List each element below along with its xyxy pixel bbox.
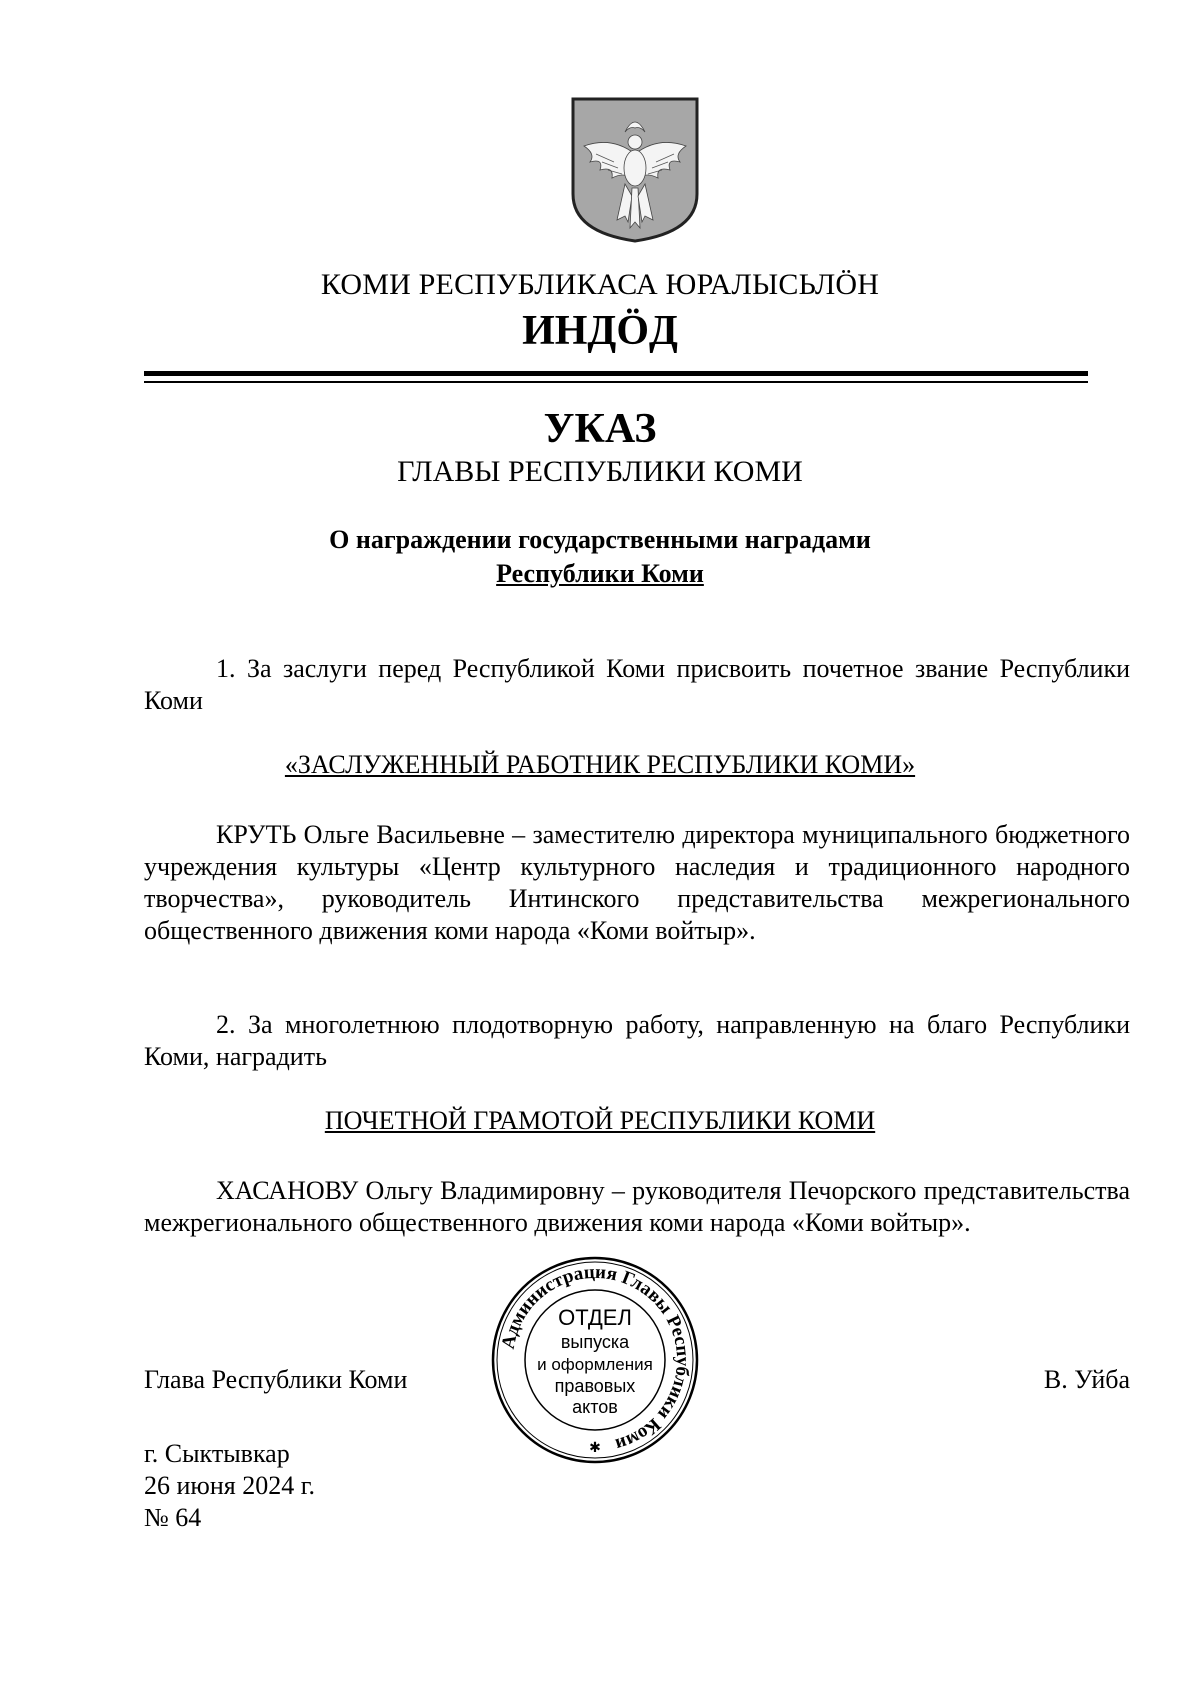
doc-type-russian: УКАЗ (543, 406, 657, 452)
issue-details (144, 1438, 315, 1534)
paragraph-4: ХАСАНОВУ Ольгу Владимировну – руководителя Печорского представительства межрегионального общественного движения коми народа «Коми войтыр». (144, 1176, 1130, 1237)
signatory-position: Глава Республики Коми (144, 1365, 408, 1394)
coat-of-arms-emblem (570, 96, 700, 244)
honorary-title-2: ПОЧЕТНОЙ ГРАМОТОЙ РЕСПУБЛИКИ КОМИ (324, 1106, 876, 1135)
stamp-line-5: актов (572, 1397, 618, 1417)
issue-city: г. Сыктывкар (144, 1439, 290, 1468)
signatory-name: В. Уйба (1043, 1365, 1130, 1394)
header-divider-thick (144, 371, 1088, 376)
honorary-title-1: «ЗАСЛУЖЕННЫЙ РАБОТНИК РЕСПУБЛИКИ КОМИ» (284, 750, 916, 779)
stamp-line-4: правовых (554, 1376, 636, 1396)
stamp-line-3: и оформления (537, 1355, 653, 1374)
paragraph-1: 1. За заслуги перед Республикой Коми присвоить почетное звание Республики Коми (144, 654, 1130, 715)
stamp-line-2: выпуска (560, 1332, 630, 1352)
paragraph-3: 2. За многолетнюю плодотворную работу, направленную на благо Республики Коми, наградить (144, 1010, 1130, 1071)
paragraph-2: КРУТЬ Ольге Васильевне – заместителю директора муниципального бюджетного учреждения культуры «Центр культурного наследия и традиционного народного творчества», руководитель Интинского представительства межрегионального общественного движения коми народа «Коми войтыр». (144, 820, 1130, 945)
stamp-star-icon: ✱ (589, 1441, 601, 1456)
issue-number: № 64 (144, 1503, 202, 1532)
official-stamp (490, 1255, 700, 1465)
stamp-line-1: ОТДЕЛ (558, 1305, 632, 1330)
subject-line-1: О награждении государственными наградами (329, 525, 871, 554)
issue-date: 26 июня 2024 г. (144, 1471, 315, 1500)
issuer-title: ГЛАВЫ РЕСПУБЛИКИ КОМИ (397, 455, 803, 488)
subject-line-2: Республики Коми (496, 559, 704, 588)
header-divider-thin (144, 381, 1088, 383)
doc-type-komi: ИНДÖД (522, 308, 678, 354)
stamp-ring-text: Администрация Главы Республики Коми (497, 1261, 694, 1456)
org-name-komi: КОМИ РЕСПУБЛИКАСА ЮРАЛЫСЬЛÖН (320, 268, 880, 301)
